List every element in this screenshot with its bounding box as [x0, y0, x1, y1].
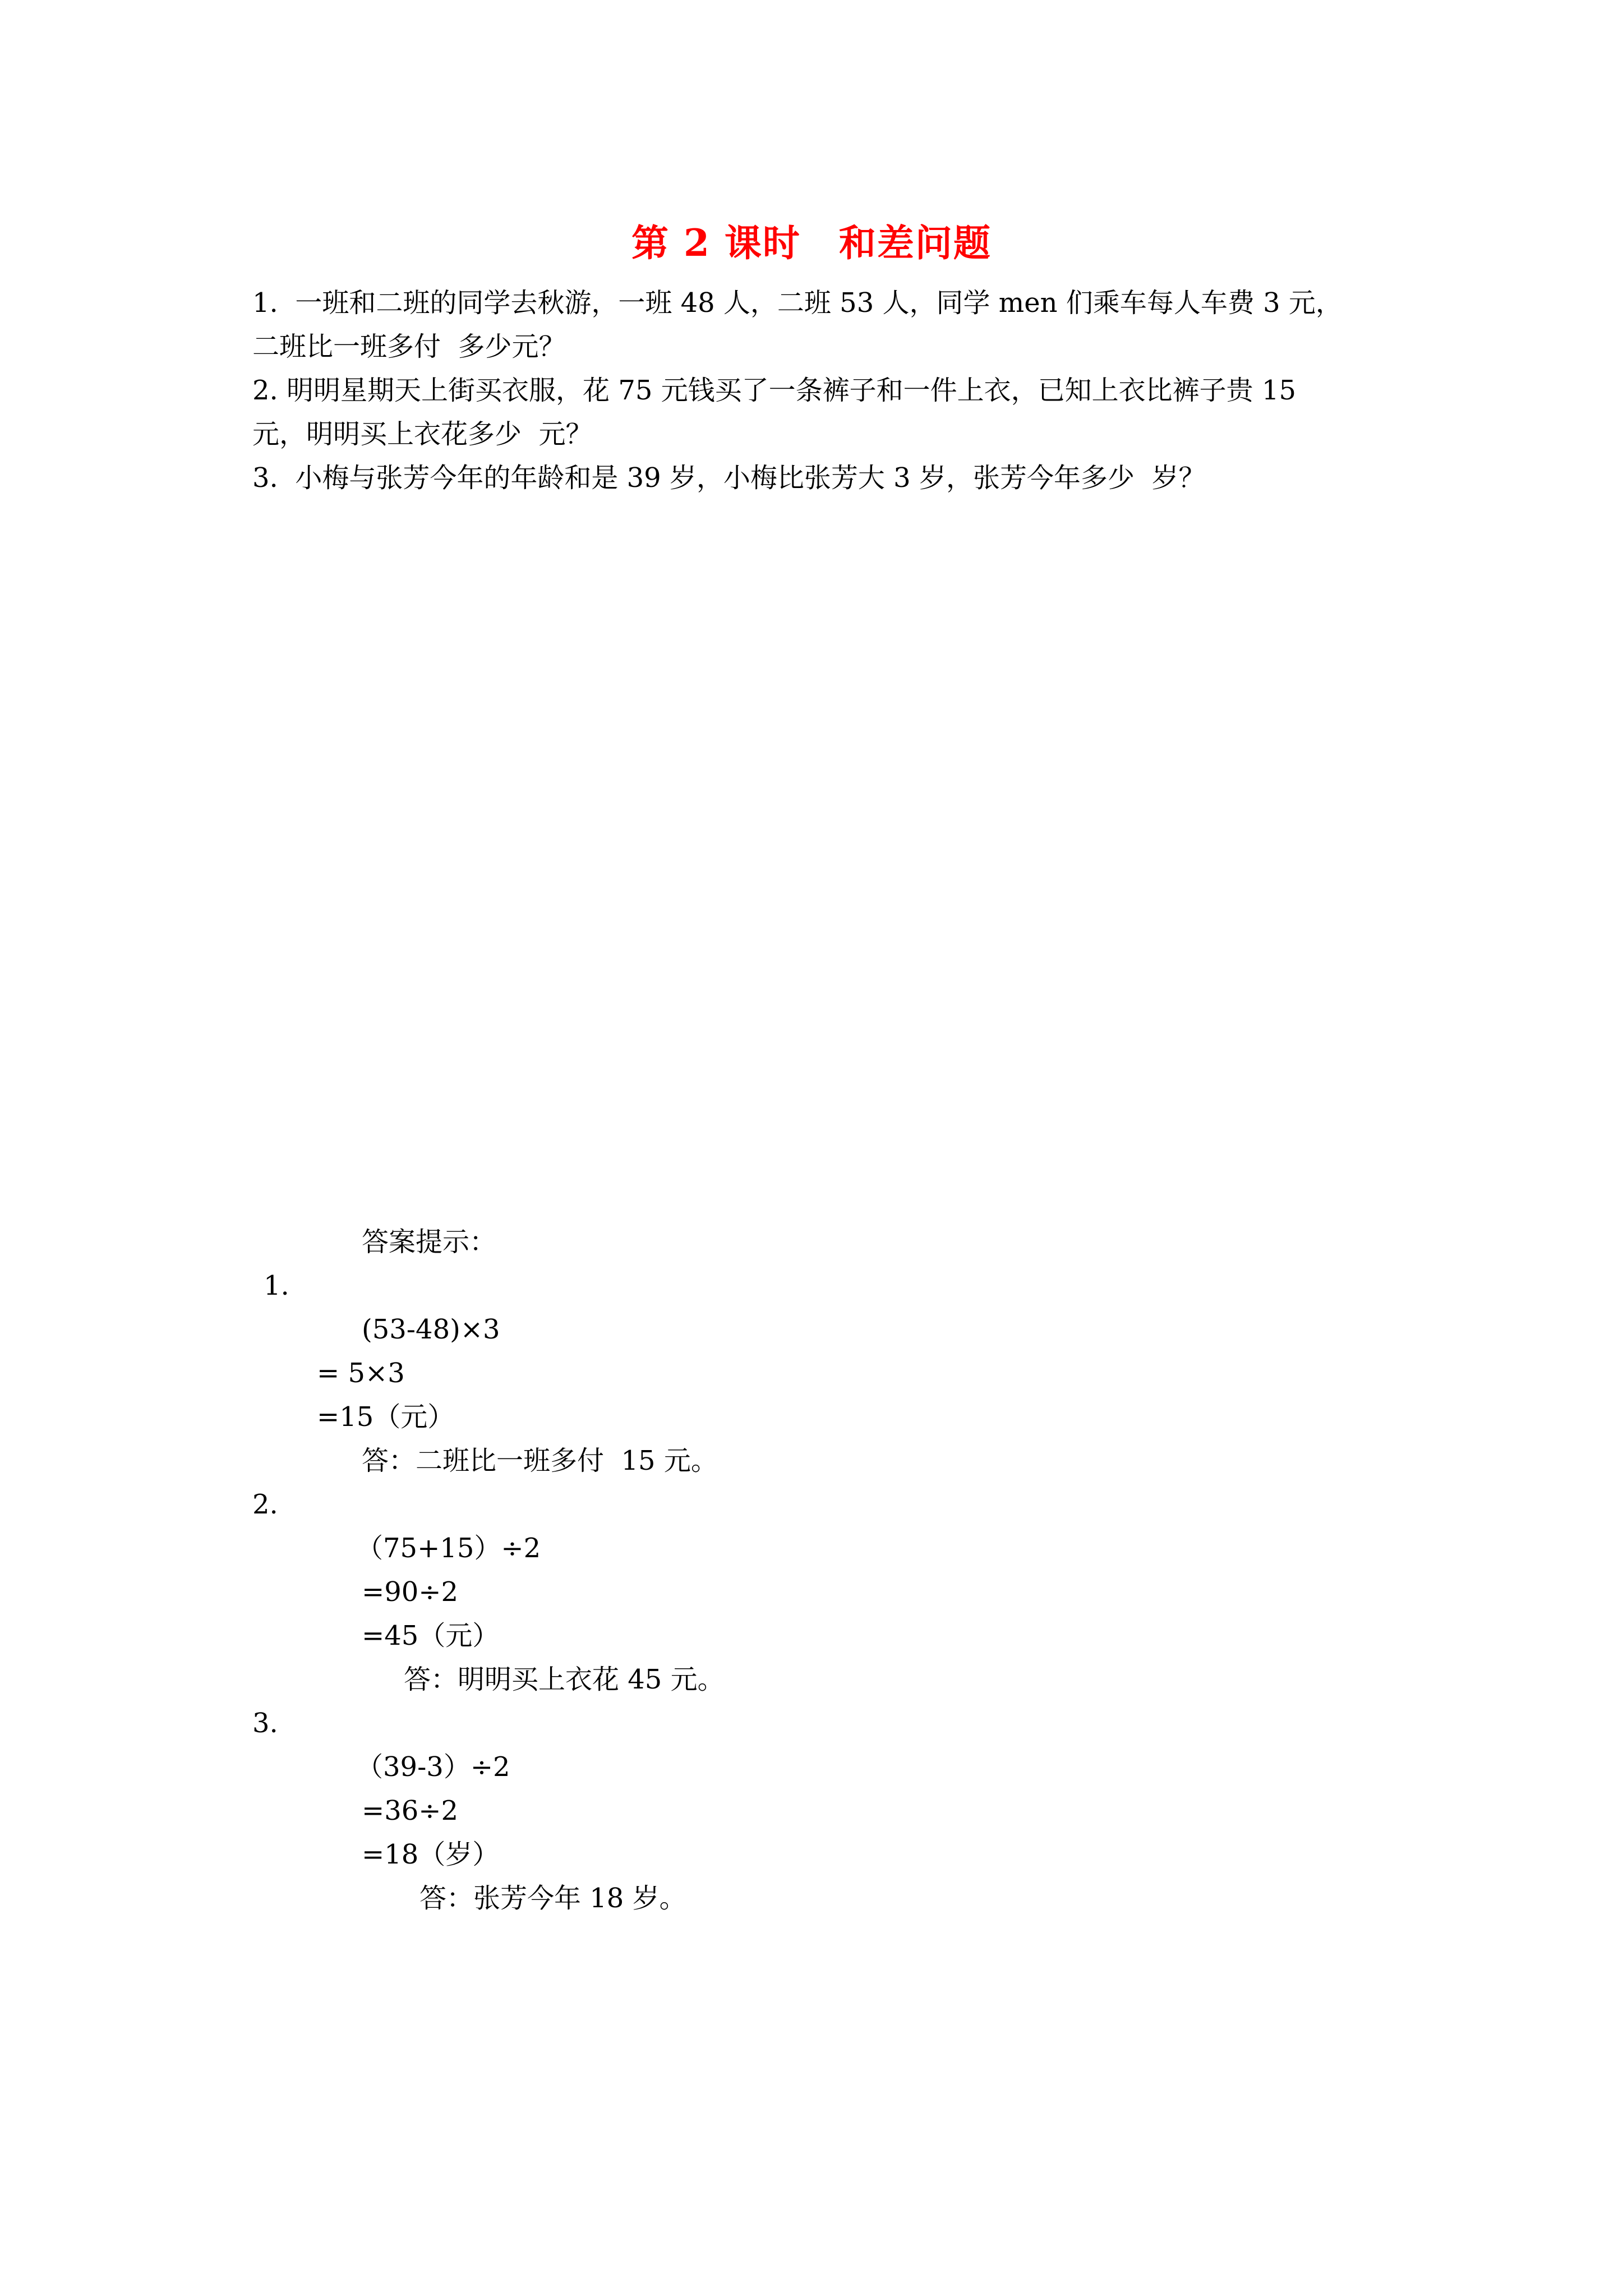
answer-2-step-3: =45（元）	[362, 1620, 500, 1651]
answers-heading: 答案提示：	[362, 1226, 497, 1258]
page-title: 第 2 课时 和差问题	[631, 221, 992, 265]
answer-2-number: 2.	[252, 1489, 278, 1520]
answer-1-step-3: =15（元）	[317, 1401, 455, 1433]
question-2-line-2: 元，明明买上衣花多少 元？	[252, 418, 593, 450]
answer-2-step-2: =90÷2	[362, 1576, 459, 1608]
answer-1-step-2: = 5×3	[317, 1358, 405, 1389]
question-3-line-1: 3. 小梅与张芳今年的年龄和是 39 岁，小梅比张芳大 3 岁，张芳今年多少 岁？	[252, 462, 1206, 494]
answer-3-step-2: =36÷2	[362, 1795, 459, 1826]
answer-2-step-1: （75+15）÷2	[356, 1533, 541, 1564]
answer-3-number: 3.	[252, 1708, 278, 1739]
answer-3-step-1: （39-3）÷2	[356, 1751, 510, 1783]
question-2-line-1: 2. 明明星期天上街买衣服，花 75 元钱买了一条裤子和一件上衣，已知上衣比裤子贵 15	[252, 375, 1296, 406]
answer-1-statement: 答：二班比一班多付 15 元。	[362, 1445, 718, 1476]
answer-3-step-3: =18（岁）	[362, 1839, 500, 1870]
answer-1-step-1: (53-48)×3	[362, 1314, 500, 1345]
question-1-line-1: 1. 一班和二班的同学去秋游，一班 48 人，二班 53 人，同学 men 们乘车每人车费 3 元，	[252, 287, 1343, 319]
answer-3-statement: 答：张芳今年 18 岁。	[419, 1883, 686, 1914]
question-1-line-2: 二班比一班多付 多少元？	[252, 331, 566, 362]
answer-2-statement: 答：明明买上衣花 45 元。	[404, 1664, 725, 1695]
answer-1-number: 1.	[264, 1270, 289, 1301]
